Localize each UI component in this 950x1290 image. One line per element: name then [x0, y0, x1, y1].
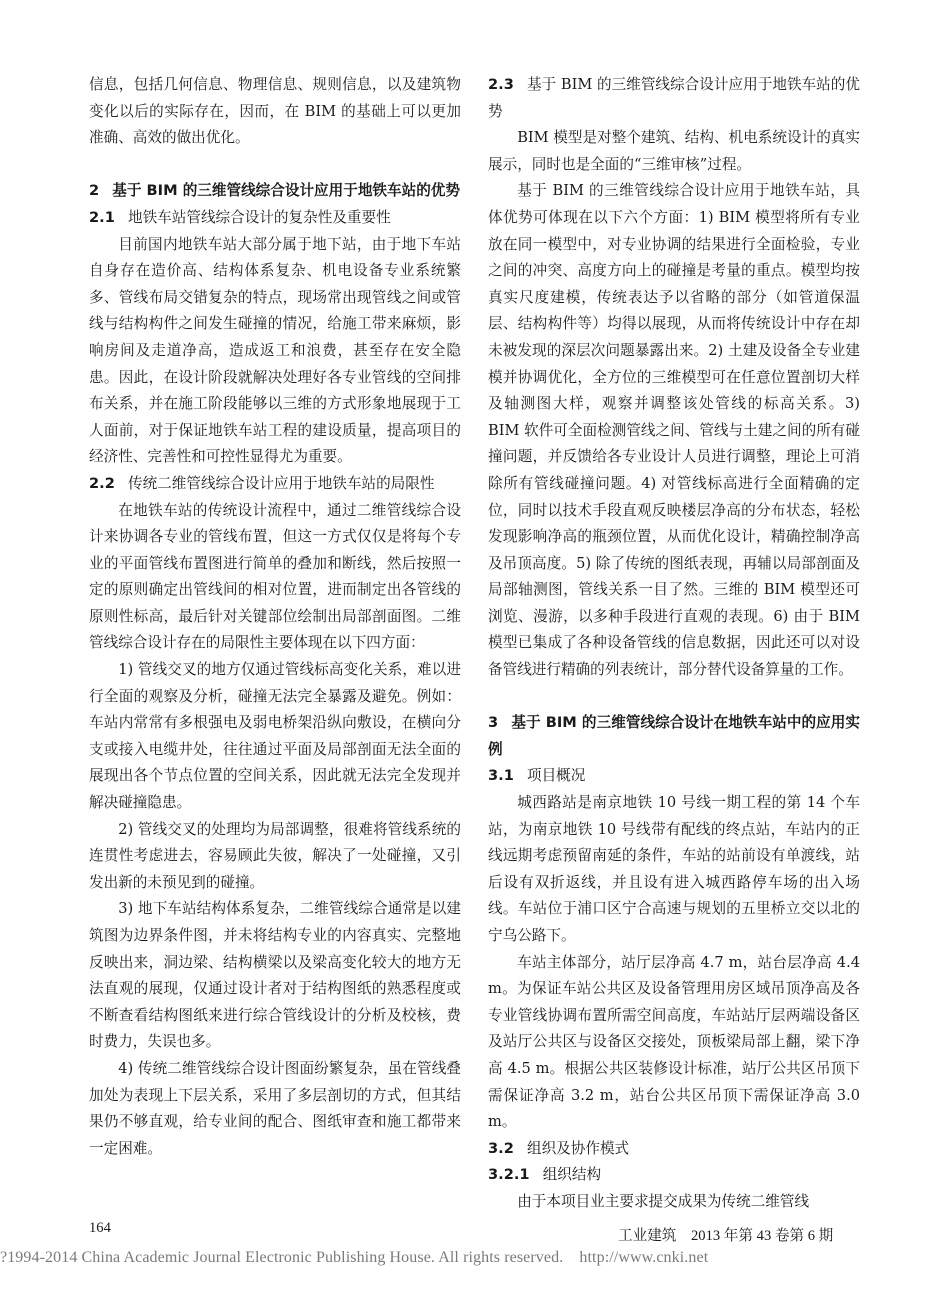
page-number: 164: [89, 1220, 111, 1236]
paragraph: 车站主体部分，站厅层净高 4.7 m，站台层净高 4.4 m。为保证车站公共区及设备管理用房区域吊顶净高及各专业管线协调布置所需空间高度，车站站厅层两端设备区及站厅公共区与设备区交接处，顶板梁局部上翻，梁下净高 4.5 m。根据公共区装修设计标准，站厅公共区吊顶下需保证净高 3.2 m，站台公共区吊顶下需保证净高 3.0 m。: [488, 953, 860, 1131]
paragraph: 目前国内地铁车站大部分属于地下站，由于地下车站自身存在造价高、结构体系复杂、机电设备专业系统繁多、管线布局交错复杂的特点，现场常出现管线之间或管线与结构构件之间发生碰撞的情况，给施工带来麻烦，影响房间及走道净高，造成返工和浪费，甚至存在安全隐患。因此，在设计阶段就解决处理好各专业管线的空间排布关系，并在施工阶段能够以三维的方式形象地展现于工人面前，对于保证地铁车站工程的建设质量，提高项目的经济性、完善性和可控性显得尤为重要。: [89, 235, 461, 466]
paragraph: 基于 BIM 的三维管线综合设计应用于地铁车站，具体优势可体现在以下六个方面：1) BIM 模型将所有专业放在同一模型中，对专业协调的结果进行全面检验，专业之间的冲突、高度方向上的碰撞是考量的重点。模型均按真实尺度建模，传统表达予以省略的部分（如管道保温层、结构构件等）均得以展现，从而将传统设计中存在却未被发现的深层次问题暴露出来。2) 土建及设备全专业建模并协调优化，全方位的三维模型可在任意位置剖切大样及轴测图大样，观察并调整该处管线的标高关系。3) BIM 软件可全面检测管线之间、管线与土建之间的所有碰撞问题，并反馈给各专业设计人员进行调整，理论上可消除所有管线碰撞问题。4) 对管线标高进行全面精确的定位，同时以技术手段直观反映楼层净高的分布状态，轻松发现影响净高的瓶颈位置，从而优化设计，精确控制净高及吊顶高度。5) 除了传统的图纸表现，再辅以局部剖面及局部轴测图，管线关系一目了然。三维的 BIM 模型还可浏览、漫游，以多种手段进行直观的表现。6) 由于 BIM 模型已集成了各种设备管线的信息数据，因此还可以对设备管线进行精确的列表统计，部分替代设备算量的工作。: [488, 182, 860, 679]
section-heading-2-2: 2.2 传统二维管线综合设计应用于地铁车站的局限性: [89, 474, 435, 492]
paragraph: 信息，包括几何信息、物理信息、规则信息，以及建筑物变化以后的实际存在，因而，在 BIM 的基础上可以更加准确、高效的做出优化。: [89, 76, 461, 147]
section-heading-2-1: 2.1 地铁车站管线综合设计的复杂性及重要性: [89, 208, 391, 226]
section-heading-3-1: 3.1 项目概况: [488, 767, 586, 785]
section-heading-3: 3 基于 BIM 的三维管线综合设计在地铁车站中的应用实例: [488, 714, 860, 758]
section-heading-2-3: 2.3 基于 BIM 的三维管线综合设计应用于地铁车站的优势: [488, 76, 860, 120]
paragraph: BIM 模型是对整个建筑、结构、机电系统设计的真实展示，同时也是全面的“三维审核”过程。: [488, 129, 860, 173]
section-heading-3-2: 3.2 组织及协作模式: [488, 1139, 630, 1157]
section-heading-3-2-1: 3.2.1 组织结构: [488, 1166, 602, 1184]
left-column: [89, 72, 461, 1162]
section-heading-2: 2 基于 BIM 的三维管线综合设计应用于地铁车站的优势: [89, 182, 460, 200]
list-item: 1) 管线交叉的地方仅通过管线标高变化关系，难以进行全面的观察及分析，碰撞无法完全暴露及避免。例如：车站内常常有多根强电及弱电桥架沿纵向敷设，在横向分支或接入电缆井处，往往通过平面及局部剖面无法全面的展现出各个节点位置的空间关系，因此就无法完全发现并解决碰撞隐患。: [89, 661, 461, 812]
list-item: 4) 传统二维管线综合设计图面纷繁复杂，虽在管线叠加处为表现上下层关系，采用了多层剖切的方式，但其结果仍不够直观，给专业间的配合、图纸审查和施工都带来一定困难。: [89, 1059, 461, 1157]
paragraph: 在地铁车站的传统设计流程中，通过二维管线综合设计来协调各专业的管线布置，但这一方式仅仅是将每个专业的平面管线布置图进行简单的叠加和断线，然后按照一定的原则确定出管线间的相对位置，进而制定出各管线的原则性标高，最后针对关键部位绘制出局部剖面图。二维管线综合设计存在的局限性主要体现在以下四方面：: [89, 501, 461, 652]
list-item: 2) 管线交叉的处理均为局部调整，很难将管线系统的连贯性考虑进去，容易顾此失彼，解决了一处碰撞，又引发出新的未预见到的碰撞。: [89, 820, 461, 891]
right-column: [488, 72, 860, 1216]
paragraph: 由于本项目业主要求提交成果为传统二维管线: [517, 1192, 810, 1210]
paragraph: 城西路站是南京地铁 10 号线一期工程的第 14 个车站，为南京地铁 10 号线带有配线的终点站，车站内的正线远期考虑预留南延的条件，车站的站前设有单渡线，站后设有双折返线，并且设有进入城西路停车场的出入场线。车站位于浦口区宁合高速与规划的五里桥立交以北的宁乌公路下。: [488, 794, 860, 944]
journal-info: 工业建筑 2013 年第 43 卷第 6 期: [618, 1228, 834, 1244]
list-item: 3) 地下车站结构体系复杂，二维管线综合通常是以建筑图为边界条件图，并未将结构专业的内容真实、完整地反映出来，洞边梁、结构横梁以及梁高变化较大的地方无法直观的展现，仅通过设计者对于结构图纸的熟悉程度或不断查看结构图纸来进行综合管线设计的分析及校核，费时费力，失误也多。: [89, 900, 461, 1051]
copyright-notice: ?1994-2014 China Academic Journal Electronic Publishing House. All rights reserved. http://www.cnki.net: [0, 1249, 709, 1266]
